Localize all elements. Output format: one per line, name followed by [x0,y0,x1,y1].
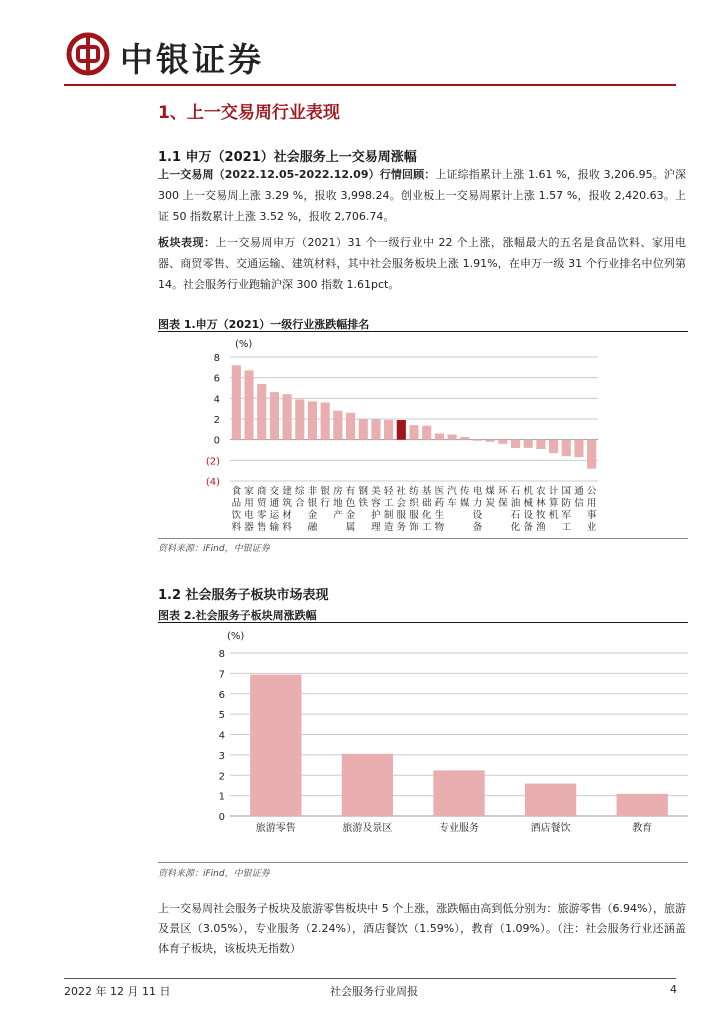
x-tick-label: 信 [574,498,584,509]
y-tick-label: 2 [213,415,220,426]
y-tick-label: 4 [213,394,220,406]
industry-ranking-chart [158,333,688,538]
x-tick-label: 国 [561,486,572,497]
footer-page-number: 4 [670,983,677,996]
x-tick-label: 料 [282,522,292,533]
y-tick-label: 0 [213,435,220,447]
x-tick-label: 生 [434,510,445,521]
y-tick-label: 3 [218,750,225,762]
x-tick-label: 旅游零售 [255,823,296,834]
x-tick-label: 零 [256,510,267,521]
x-tick-label: 化 [421,510,432,521]
bar [498,440,507,444]
sector-performance-label: 板块表现： [158,236,216,249]
x-tick-label: 服 [396,510,407,521]
x-tick-label: 制 [383,510,394,521]
y-tick-label: 8 [218,649,225,660]
x-tick-label: 织 [409,498,419,509]
x-tick-label: 煤 [485,486,495,497]
x-tick-label: 防 [561,498,572,509]
x-tick-label: 银 [307,498,318,509]
x-tick-label: 用 [586,498,597,509]
section-title: 1、上一交易周行业表现 [158,103,340,123]
x-tick-label: 林 [536,498,546,509]
subsection-title-2: 1.2 社会服务子板块市场表现 [158,588,329,603]
bar [587,440,596,469]
x-tick-label: 银 [320,486,330,497]
bar [409,425,418,439]
x-tick-label: 环 [498,486,508,497]
brand-logo [66,32,110,76]
figure1-title: 图表 1.申万（2021）一级行业涨跌幅排名 [158,318,370,331]
x-tick-label: 事 [586,510,597,521]
x-tick-label: 服 [409,510,419,521]
x-tick-label: 金 [307,510,318,521]
bar [562,440,571,457]
x-tick-label: 设 [472,510,483,521]
brand-name: 中银证券 [120,40,264,79]
bar [435,433,444,439]
x-tick-label: 地 [333,498,343,509]
x-tick-label: 品 [231,498,242,509]
x-tick-label: 备 [523,522,533,533]
x-tick-label: 基 [421,486,432,497]
y-tick-label: 1 [218,791,225,803]
bar [524,440,533,448]
x-tick-label: 牧 [536,510,546,521]
market-review-text: 上证综指累计上涨 1.61 %，报收 3,206.95。沪深 300 上一交易周上涨 3.29 %，报收 3,998.24。创业板上一交易周累计上涨 1.57 %，报收 2,420.63。上证 50 指数累计上涨 3.52 %，报收 2,706.74。 [158,168,686,223]
x-tick-label: 务 [396,522,407,533]
bar [549,440,558,453]
bar [250,675,301,816]
x-tick-label: 贸 [256,498,267,509]
x-tick-label: 输 [269,522,280,533]
x-tick-label: 渔 [536,522,546,533]
x-tick-label: 旅游及景区 [342,823,393,834]
x-tick-label: 理 [371,522,381,533]
bar [617,794,668,816]
sub-sector-chart [158,624,688,846]
x-tick-label: 用 [244,498,254,509]
bar [371,420,380,440]
x-tick-label: 行 [320,498,330,509]
x-tick-label: 金 [345,510,356,521]
bar [397,420,406,440]
x-tick-label: 铁 [358,498,368,509]
x-tick-label: 纺 [409,486,419,497]
x-tick-label: 保 [498,498,508,509]
figure1-top-rule [158,331,688,332]
x-tick-label: 础 [421,498,432,509]
bar [270,392,279,440]
x-tick-label: 化 [510,522,521,533]
x-tick-label: 医 [434,486,445,497]
x-tick-label: 备 [472,522,483,533]
x-tick-label: 建 [282,486,292,497]
bar [574,440,583,458]
x-tick-label: 油 [510,498,521,509]
x-tick-label: 筑 [282,498,292,509]
bar [448,435,457,440]
x-tick-label: 材 [282,510,292,521]
x-tick-label: 会 [396,498,407,509]
bar [257,384,266,440]
x-tick-label: 综 [295,486,305,497]
bar [346,413,355,440]
x-tick-label: 公 [586,486,597,497]
x-tick-label: 家 [244,486,254,497]
x-tick-label: 械 [523,498,533,509]
x-tick-label: 属 [345,522,356,533]
x-tick-label: 料 [231,522,242,533]
figure1-source: 资料来源：iFind，中银证券 [158,544,270,554]
x-tick-label: 色 [345,498,356,509]
x-tick-label: 汽 [447,486,457,497]
x-tick-label: 计 [548,486,559,497]
x-tick-label: 车 [447,498,457,509]
x-tick-label: 饰 [409,522,419,533]
y-tick-label: 8 [213,353,220,364]
x-tick-label: 通 [269,498,280,509]
x-tick-label: 食 [231,486,242,497]
x-tick-label: 轻 [383,486,394,497]
x-tick-label: 护 [371,510,381,521]
bar [473,440,482,441]
x-tick-label: 非 [307,486,318,497]
x-tick-label: 教育 [632,823,653,834]
x-tick-label: 商 [256,486,267,497]
x-tick-label: 通 [574,486,584,497]
x-tick-label: 造 [383,522,394,533]
x-tick-label: 农 [536,486,546,497]
bar [244,370,253,439]
x-tick-label: 设 [523,510,533,521]
x-tick-label: 美 [371,486,381,497]
x-tick-label: 工 [561,522,572,533]
bar [232,365,241,439]
x-tick-label: 酒店餐饮 [530,823,571,834]
footer-divider [64,978,676,979]
y-tick-label: 2 [218,771,225,783]
x-tick-label: 售 [256,522,267,533]
x-tick-label: 产 [333,510,343,521]
x-tick-label: 电 [472,486,483,497]
x-tick-label: 电 [244,510,254,521]
x-tick-label: 有 [345,486,356,497]
bar [359,419,368,440]
bar [486,440,495,442]
x-tick-label: 石 [510,486,521,497]
bar [460,437,469,440]
x-tick-label: 房 [333,486,343,497]
header-divider [64,84,676,86]
x-tick-label: 器 [244,522,254,533]
x-tick-label: 饮 [231,510,242,521]
x-tick-label: 机 [523,486,533,497]
bar [422,426,431,440]
y-tick-label: 4 [218,730,225,742]
figure2-title: 图表 2.社会服务子板块周涨跌幅 [158,609,317,622]
y-axis-unit-label: (%) [227,631,245,642]
y-tick-label: 7 [218,669,225,681]
x-tick-label: 机 [548,510,559,521]
y-tick-label: (4) [205,477,220,488]
x-tick-label: 算 [548,498,559,509]
figure1-bottom-rule [158,538,688,539]
x-tick-label: 物 [434,522,445,533]
bar [283,394,292,439]
x-tick-label: 社 [396,486,407,497]
bar [525,784,576,816]
market-review-paragraph [158,164,686,227]
x-tick-label: 钢 [358,486,368,497]
bar [321,402,330,439]
footer-report-name: 社会服务行业周报 [330,985,418,998]
bank-of-china-logo-icon [66,32,110,76]
bar [384,420,393,440]
conclusion-paragraph: 上一交易周社会服务子板块及旅游零售板块中 5 个上涨，涨跌幅由高到低分别为：旅游零售（6.94%），旅游及景区（3.05%），专业服务（2.24%），酒店餐饮（1.59%），教育（1.09%）。（注：社会服务行业还涵盖体育子板块，该板块无指数） [158,902,686,955]
y-tick-label: 0 [218,812,225,823]
x-tick-label: 力 [472,498,483,509]
y-tick-label: 6 [218,689,225,701]
y-tick-label: 5 [218,710,225,722]
x-tick-label: 容 [371,498,381,509]
figure2-bottom-rule [158,862,688,863]
bar [342,754,393,816]
x-tick-label: 交 [269,486,280,497]
x-tick-label: 工 [383,498,394,509]
bar [308,401,317,439]
bar [333,411,342,440]
market-review-label: 上一交易周（2022.12.05-2022.12.09）行情回顾： [158,168,436,181]
bar [433,770,484,816]
x-tick-label: 工 [421,522,432,533]
sector-performance-paragraph [158,232,686,295]
x-tick-label: 运 [269,510,280,521]
figure2-top-rule [158,622,688,623]
y-tick-label: (2) [205,456,220,468]
x-tick-label: 石 [510,510,521,521]
x-tick-label: 药 [434,498,445,509]
x-tick-label: 媒 [460,498,470,509]
y-axis-unit-label: (%) [235,339,253,350]
x-tick-label: 业 [586,522,597,533]
x-tick-label: 合 [295,498,305,509]
bar [295,399,304,439]
figure2-source: 资料来源：iFind，中银证券 [158,869,270,879]
sector-performance-text: 上一交易周申万（2021）31 个一级行业中 22 个上涨，涨幅最大的五名是食品饮料、家用电器、商贸零售、交通运输、建筑材料，其中社会服务板块上涨 1.91%，在申万一级 31 个行业排名中位列第 14。社会服务行业跑输沪深 300 指数 1.61pct。 [158,236,687,291]
x-tick-label: 炭 [485,498,495,509]
bar [511,440,520,448]
x-tick-label: 军 [561,510,572,521]
footer-date: 2022 年 12 月 11 日 [64,985,171,998]
x-tick-label: 融 [307,522,318,533]
x-tick-label: 传 [460,486,470,497]
x-tick-label: 专业服务 [439,823,479,834]
y-tick-label: 6 [213,373,220,385]
subsection-title-1: 1.1 申万（2021）社会服务上一交易周涨幅 [158,150,417,165]
bar [536,440,545,449]
